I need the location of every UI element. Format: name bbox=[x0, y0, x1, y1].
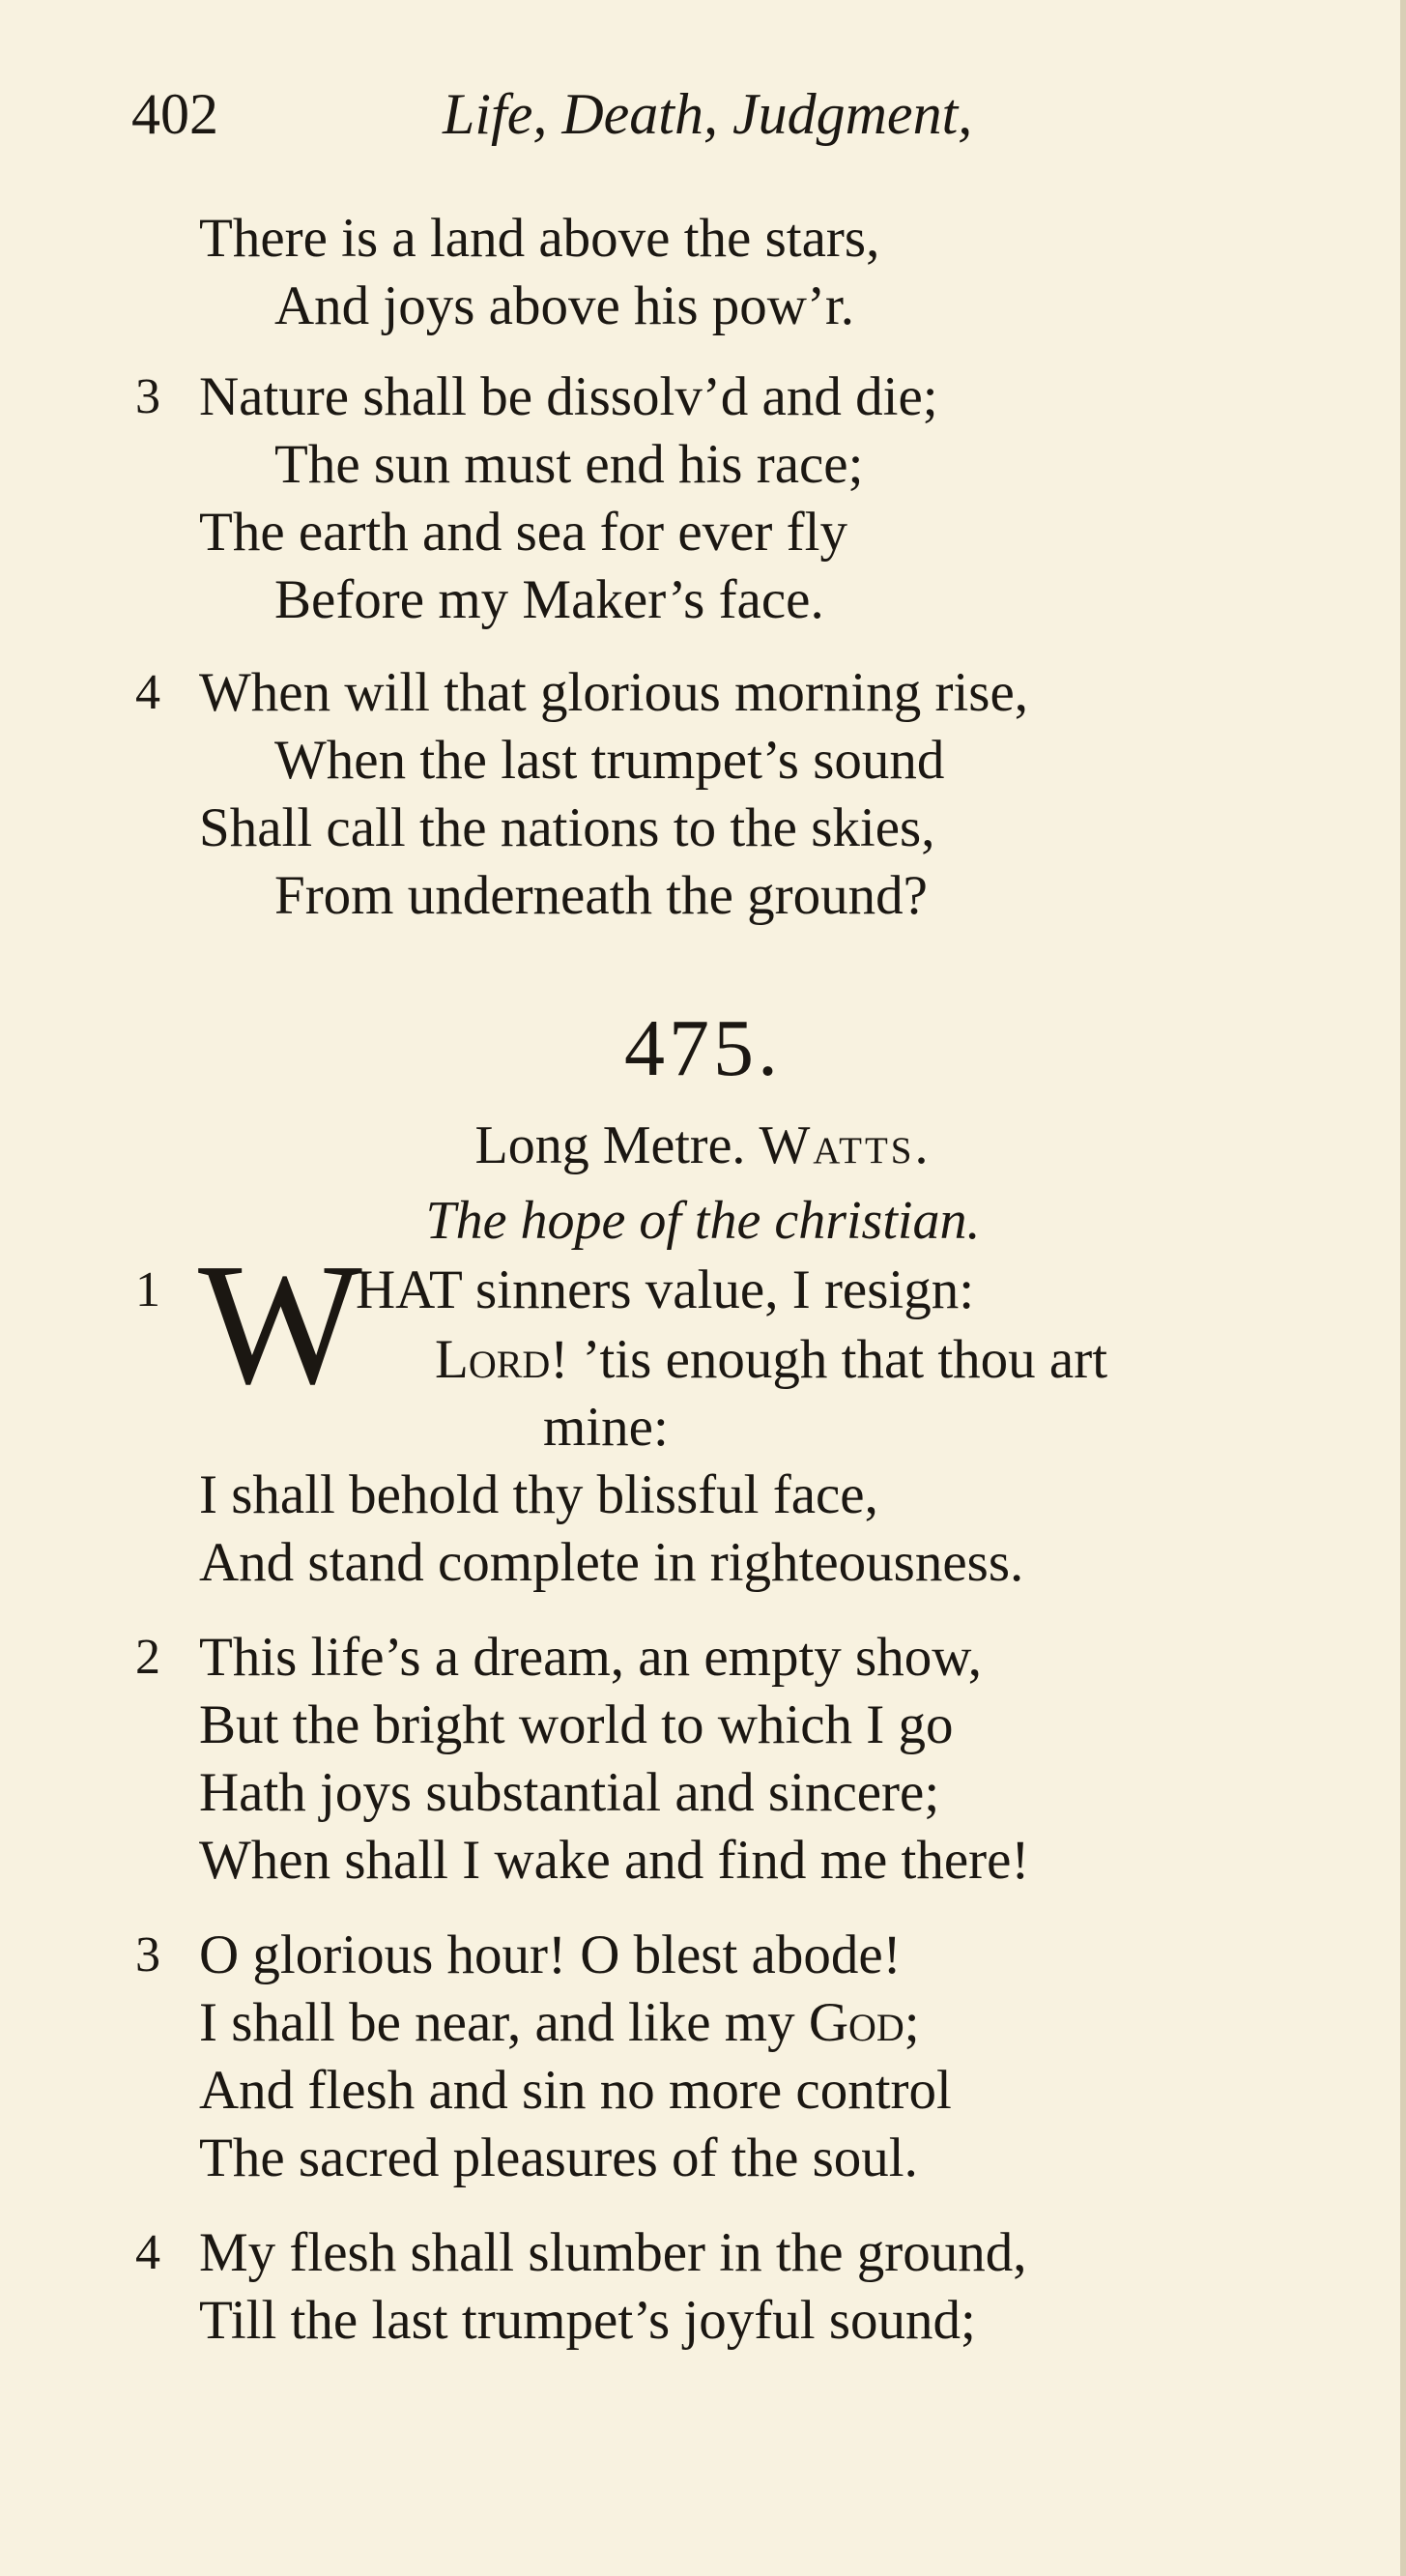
page-number: 402 bbox=[131, 82, 218, 146]
verse-line: This life’s a dream, an empty show, bbox=[199, 1627, 982, 1688]
prev-line-2: And joys above his pow’r. bbox=[274, 275, 855, 336]
prev-line-1: There is a land above the stars, bbox=[199, 208, 880, 269]
verse-line: And stand complete in righteousness. bbox=[199, 1532, 1024, 1593]
verse-line: HAT sinners value, I resign: bbox=[356, 1259, 975, 1320]
god-word: God bbox=[808, 1992, 904, 2053]
verse-line: From underneath the ground? bbox=[274, 865, 928, 926]
verse-line-part: I shall be near, and like my bbox=[199, 1992, 809, 2053]
verse-line: But the bright world to which I go bbox=[199, 1694, 954, 1755]
verse-number: 4 bbox=[135, 665, 160, 720]
verse-line: Nature shall be dissolv’d and die; bbox=[199, 366, 938, 427]
hymn-number: 475. bbox=[624, 1003, 782, 1093]
verse-line: When the last trumpet’s sound bbox=[274, 730, 945, 791]
hymn-subtitle: The hope of the christian. bbox=[425, 1191, 981, 1251]
verse-line: When shall I wake and find me there! bbox=[199, 1830, 1030, 1891]
verse-number: 2 bbox=[135, 1630, 160, 1685]
hymn-meter bbox=[0, 1112, 1406, 1179]
verse-line: Till the last trumpet’s joyful sound; bbox=[199, 2290, 976, 2351]
verse-line: The sacred pleasures of the soul. bbox=[199, 2127, 918, 2188]
verse-line-rest: ! ’tis enough that thou art bbox=[550, 1329, 1108, 1390]
page-header bbox=[131, 75, 1107, 153]
verse-line-part: ; bbox=[904, 1992, 920, 2053]
lord-word: Lord bbox=[435, 1329, 551, 1390]
verse-number: 1 bbox=[135, 1262, 160, 1317]
page-edge bbox=[1400, 0, 1406, 2576]
verse-number: 4 bbox=[135, 2225, 160, 2280]
verse-number: 3 bbox=[135, 1927, 160, 1983]
verse-line: And flesh and sin no more control bbox=[199, 2060, 952, 2121]
verse-line: Hath joys substantial and sincere; bbox=[199, 1762, 940, 1823]
verse-line bbox=[199, 1989, 920, 2057]
meter-label: Long Metre. bbox=[474, 1115, 746, 1175]
verse-line: The sun must end his race; bbox=[274, 434, 864, 495]
verse-line: O glorious hour! O blest abode! bbox=[199, 1925, 902, 1985]
drop-cap: W bbox=[198, 1228, 362, 1420]
verse-line: Shall call the nations to the skies, bbox=[199, 797, 935, 858]
running-title: Life, Death, Judgment, bbox=[443, 82, 973, 146]
verse-number: 3 bbox=[135, 369, 160, 424]
hymn-author: Watts. bbox=[759, 1115, 932, 1175]
verse-line: mine: bbox=[543, 1397, 669, 1458]
verse-line: When will that glorious morning rise, bbox=[199, 662, 1029, 723]
verse-line: My flesh shall slumber in the ground, bbox=[199, 2222, 1027, 2283]
verse-line bbox=[435, 1326, 1107, 1394]
verse-line: The earth and sea for ever fly bbox=[199, 502, 847, 563]
verse-line: Before my Maker’s face. bbox=[274, 569, 824, 630]
verse-line: I shall behold thy blissful face, bbox=[199, 1464, 878, 1525]
